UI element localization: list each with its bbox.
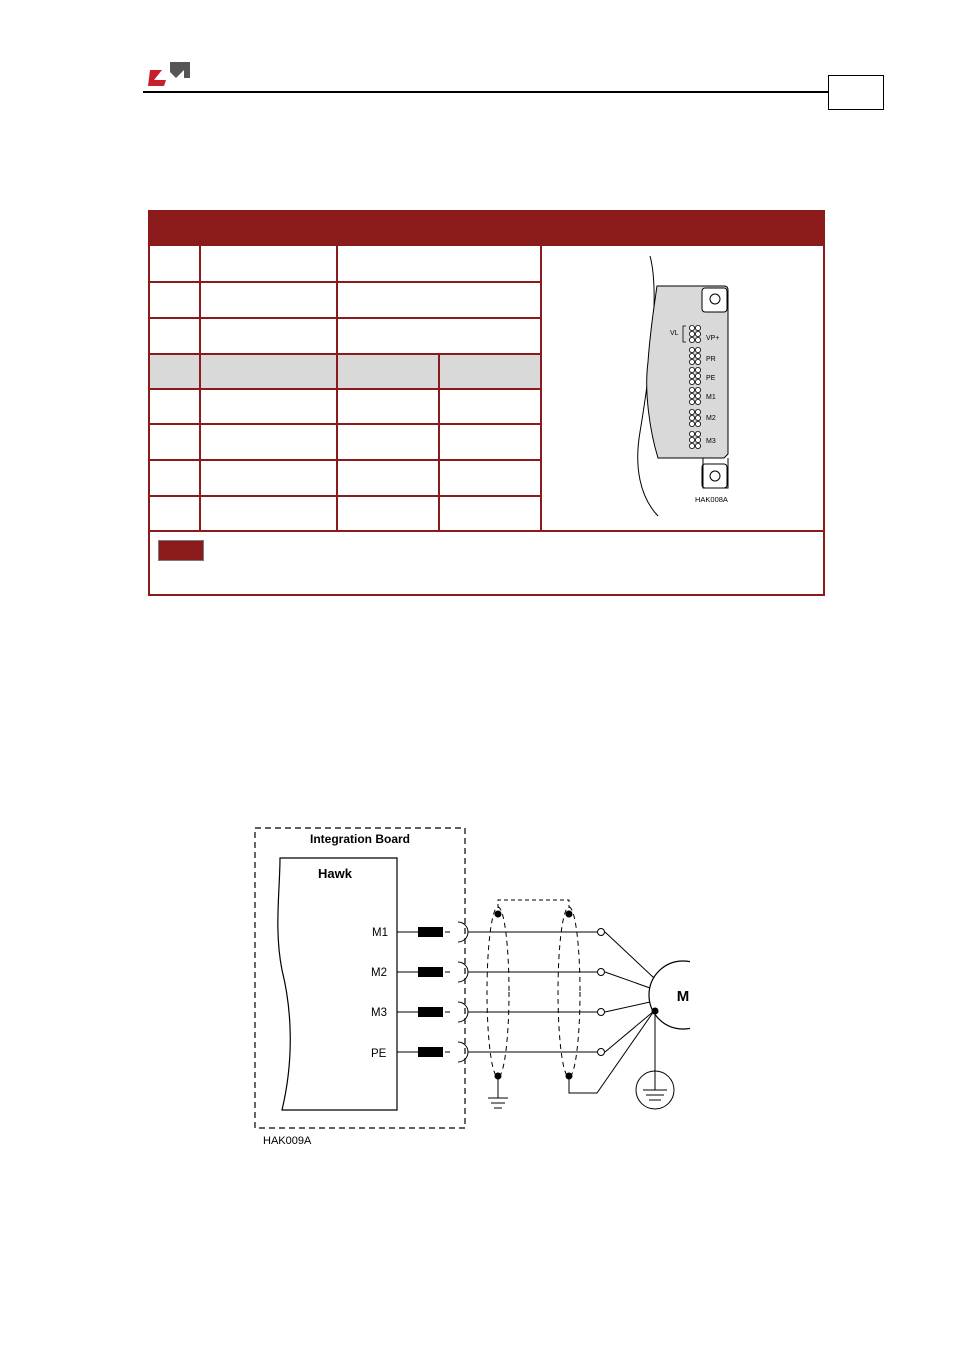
- label-m2: M2: [706, 415, 716, 422]
- terminal-point: [598, 1009, 605, 1016]
- motor-lead: [605, 972, 650, 988]
- connector-pin: [689, 421, 694, 426]
- motor-lead: [605, 1002, 650, 1012]
- table-rule: [148, 459, 542, 461]
- connector-pin: [695, 331, 700, 336]
- table-rule: [148, 281, 542, 283]
- terminal-point: [598, 969, 605, 976]
- connector-pin: [695, 353, 700, 358]
- company-logo-icon: [148, 58, 192, 88]
- terminal-point: [598, 929, 605, 936]
- connector-pin: [689, 331, 694, 336]
- connector-pin: [689, 437, 694, 442]
- terminal-label-m1: M1: [372, 927, 388, 939]
- connector-pin: [695, 443, 700, 448]
- connector-pin: [695, 379, 700, 384]
- terminal-point: [598, 1049, 605, 1056]
- wiring-diagram: [240, 820, 690, 1155]
- connector-pin: [689, 443, 694, 448]
- table-column-rule: [540, 246, 542, 531]
- note-badge: [158, 540, 204, 561]
- motor-lead: [605, 932, 654, 978]
- connector-pin: [695, 409, 700, 414]
- header-rule: [143, 91, 829, 93]
- connector-pin: [689, 379, 694, 384]
- label-pr: PR: [706, 356, 716, 363]
- connector-pin: [695, 399, 700, 404]
- table-rule: [148, 530, 825, 532]
- connector-pin: [689, 399, 694, 404]
- connector-pin: [695, 421, 700, 426]
- plug-connector: [418, 927, 443, 937]
- connector-pin: [689, 387, 694, 392]
- plug-connector: [418, 967, 443, 977]
- connector-pin: [695, 437, 700, 442]
- table-rule: [148, 495, 542, 497]
- label-vl: VL: [670, 330, 679, 337]
- table-column-rule: [438, 353, 440, 531]
- integration-board-label: Integration Board: [309, 832, 411, 846]
- connector-pin: [689, 353, 694, 358]
- connector-pin: [695, 367, 700, 372]
- table-column-rule: [199, 246, 201, 531]
- table-rule: [148, 317, 542, 319]
- plug-connector: [418, 1007, 443, 1017]
- connector-pin: [695, 337, 700, 342]
- connector-pin: [689, 359, 694, 364]
- table-rule: [148, 388, 542, 390]
- ground-symbol-icon: [636, 1013, 674, 1109]
- motor-label: M: [676, 988, 690, 1005]
- connector-pin: [689, 373, 694, 378]
- page-number-box: [828, 75, 884, 110]
- connector-pin: [689, 337, 694, 342]
- terminal-label-m3: M3: [371, 1007, 387, 1019]
- label-m3: M3: [706, 438, 716, 445]
- table-subheader-row: [150, 355, 540, 388]
- connector-pin: [695, 415, 700, 420]
- hawk-label: Hawk: [318, 866, 352, 881]
- connector-pin: [689, 367, 694, 372]
- connector-pin: [689, 431, 694, 436]
- plug-connector: [418, 1047, 443, 1057]
- connector-pin: [695, 325, 700, 330]
- connector-pin: [689, 409, 694, 414]
- connector-pin: [695, 431, 700, 436]
- connector-pin: [695, 359, 700, 364]
- figure-id-hak008a: HAK008A: [695, 495, 728, 504]
- table-header: [148, 210, 825, 246]
- figure-id-hak009a: HAK009A: [263, 1135, 312, 1147]
- label-m1: M1: [706, 394, 716, 401]
- table-rule: [148, 423, 542, 425]
- table-column-rule: [336, 246, 338, 531]
- connector-pin: [695, 373, 700, 378]
- terminal-label-pe: PE: [371, 1048, 387, 1060]
- label-vp: VP+: [706, 335, 720, 342]
- connector-pin: [695, 393, 700, 398]
- label-pe: PE: [706, 375, 716, 382]
- connector-pin: [695, 387, 700, 392]
- connector-pin: [689, 415, 694, 420]
- connector-figure: [620, 252, 740, 520]
- motor-wires: [397, 922, 654, 1062]
- table-rule: [148, 353, 542, 355]
- connector-pin: [689, 347, 694, 352]
- terminal-label-m2: M2: [371, 967, 387, 979]
- connector-pin: [689, 325, 694, 330]
- connector-pin: [695, 347, 700, 352]
- connector-pin: [689, 393, 694, 398]
